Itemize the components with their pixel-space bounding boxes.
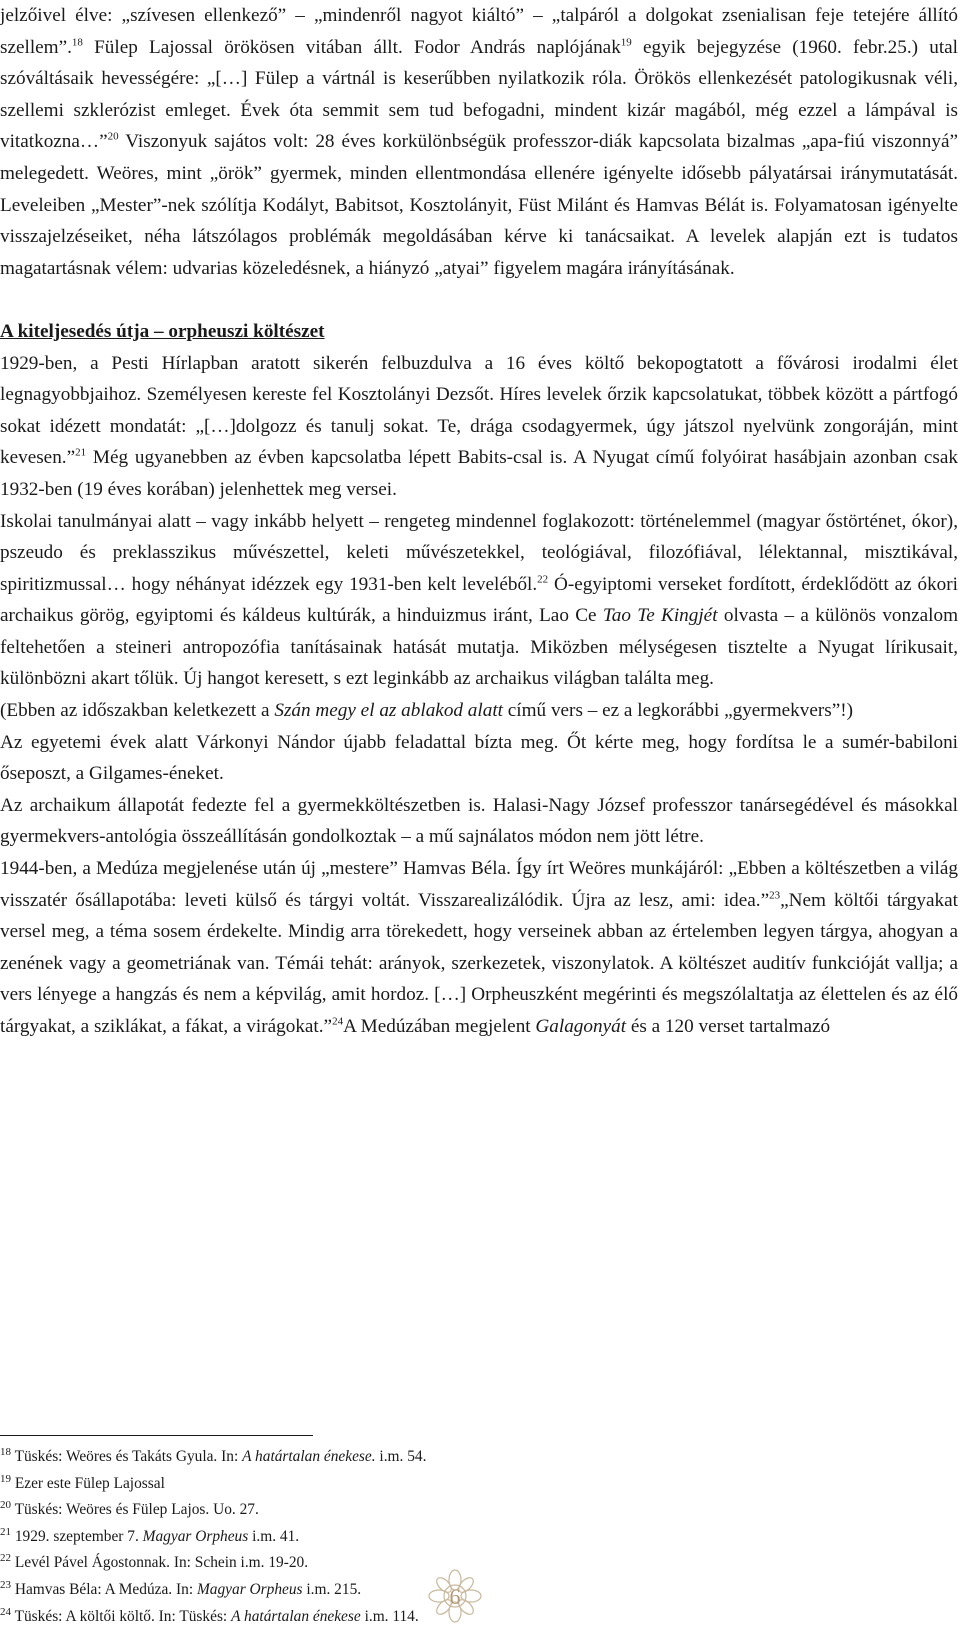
footnote-text: Levél Pável Ágostonnak. In: Schein i.m. 19-20. xyxy=(14,1554,309,1572)
text-run: és a 120 verset tartalmazó xyxy=(626,1016,831,1037)
text-run: A Medúzában megjelent xyxy=(343,1016,536,1037)
paragraph xyxy=(0,506,958,696)
footnote-number: 19 xyxy=(0,1472,11,1485)
page-number: 6 xyxy=(449,1584,461,1609)
footnote-text: i.m. 54. xyxy=(375,1448,427,1465)
footnote-ref[interactable]: 18 xyxy=(71,36,83,49)
footnote-text: Hamvas Béla: A Medúza. In: xyxy=(14,1580,197,1598)
text-run: Fülep Lajossal örökösen vitában állt. Fodor András naplójának xyxy=(82,36,621,58)
paragraph xyxy=(0,348,958,506)
footnote-number: 18 xyxy=(0,1445,11,1458)
footnote-ref[interactable]: 19 xyxy=(620,36,632,49)
footnote-number: 20 xyxy=(0,1499,11,1512)
text-run: (Ebben az időszakban keletkezett a xyxy=(0,700,275,722)
footnote-separator xyxy=(0,1435,313,1436)
section-heading: A kiteljesedés útja – orpheuszi költészet xyxy=(0,320,325,342)
page-number-badge xyxy=(427,1568,483,1624)
text-run: jelzőivel élve: „szívesen ellenkező” – „mindenről nagyot kiáltó” – „talpáról a dolgokat zsenialisan feje tetejére állító szellem”. xyxy=(0,5,958,58)
text-run: Viszonyuk sajátos volt: 28 éves korkülönbségük professzor-diák kapcsolata bizalmas „apa-fiú viszonnyá” melegedett. Weöres, mint „örök” gyermek, minden ellentmondása ellenére igényelte idősebb pályatársai iránymutatását. Leveleiben „Mester”-nek szólítja Kodályt, Babitsot, Kosztolányit, Füst Milánt és Hamvas Bélát is. Folyamatosan igényelte visszajelzéseiket, néha látszólagos problémák megoldásában kérve ki tanácsaikat. A levelek alapján ezt is tudatos magatartásnak vélem: udvarias közeledésnek, a hiányzó „atyai” figyelem magára irányításának. xyxy=(0,131,958,279)
footnote xyxy=(0,1444,958,1471)
text-run: „Nem költői tárgyakat versel meg, a téma sosem érdekelte. Mindig arra törekedett, hogy verseinek abban az értelemben legyen tárgya, ahogyan a zenének vagy a geometriának van. Témái tehát: arányok, szerkezetek, viszonylatok. A költészet auditív funkcióját vallja; a vers lényege a hangzás és nem a képvilág, amit hordoz. […] Orpheuszként megérinti és megszólaltatja az élettelen és az élő tárgyakat, a sziklákat, a fákat, a virágokat.” xyxy=(0,889,958,1037)
italic-title: Galagonyát xyxy=(535,1016,627,1037)
footnote-italic: Magyar Orpheus xyxy=(196,1580,303,1598)
paragraph: Az egyetemi évek alatt Várkonyi Nándor újabb feladattal bízta meg. Őt kérte meg, hogy fordítsa le a sumér-babiloni őseposzt, a Gilgames-éneket. xyxy=(0,731,958,785)
text-run: című vers – ez a legkorábbi „gyermekvers”!) xyxy=(502,700,853,722)
paragraph xyxy=(0,0,958,284)
footnote-text: 1929. szeptember 7. xyxy=(14,1527,143,1545)
text-run: 1929-ben, a Pesti Hírlapban aratott sikerén felbuzdulva a 16 éves költő bekopogtatott a fővárosi irodalmi élet legnagyobbjaihoz. Személyesen kereste fel Kosztolányi Dezsőt. Híres levelek őrzik kapcsolatukat, többek között a pártfogó sokat idézett mondatát: „[…]dolgozz és tanulj sokat. Te, drága csodagyermek, úgy játszol nyelvünk zongoráján, mint kevesen.” xyxy=(0,352,958,469)
footnote-text: Tüskés: A költői költő. In: Tüskés: xyxy=(14,1607,232,1625)
italic-title: Szán megy el az ablakod alatt xyxy=(274,700,503,722)
footnote-text: i.m. 215. xyxy=(302,1580,362,1598)
footnote-ref[interactable]: 21 xyxy=(75,446,87,459)
footnote-italic: A határtalan énekese. xyxy=(242,1448,376,1465)
footnote-italic: Magyar Orpheus xyxy=(142,1527,249,1545)
footnote-text: i.m. 114. xyxy=(360,1607,419,1625)
text-run: 1944-ben, a Medúza megjelenése után új „mestere” Hamvas Béla. Így írt Weöres munkájáról: „Ebben a költészetben a világ visszatér ősállapotába: leveti külső és tárgyi voltát. Visszarealizálódik. Újra az lesz, ami: idea.” xyxy=(0,858,958,911)
footnote-number: 23 xyxy=(0,1578,11,1591)
footnote-text: Tüskés: Weöres és Fülep Lajos. Uo. 27. xyxy=(14,1501,259,1519)
italic-title: Tao Te Kingjét xyxy=(602,605,718,627)
text-run: olvasta – a különös vonzalom feltehetően a steineri antropozófia tanításainak hatását mutatja. Miközben mélységesen tisztelte a Nyugat lírikusait, különbözni akart tőlük. Új hangot keresett, s ezt leginkább az archaikus világban találta meg. xyxy=(0,605,959,690)
paragraph: Az archaikum állapotát fedezte fel a gyermekköltészetben is. Halasi-Nagy József professzor tanársegédével és másokkal gyermekvers-antológia összeállításán gondolkoztak – a mű sajnálatos módon nem jött létre. xyxy=(0,794,958,848)
paragraph xyxy=(0,853,958,1043)
footnote-italic: A határtalan énekese xyxy=(231,1607,361,1625)
text-run: Még ugyanebben az évben kapcsolatba lépett Babits-csal is. A Nyugat című folyóirat hasábjain azonban csak 1932-ben (19 éves korában) jelenhettek meg versei. xyxy=(0,447,958,500)
footnote-ref[interactable]: 24 xyxy=(332,1015,344,1028)
footnote-text: Tüskés: Weöres és Takáts Gyula. In: xyxy=(14,1448,243,1465)
footnote-text: Ezer este Fülep Lajossal xyxy=(14,1474,165,1492)
paragraph xyxy=(0,695,958,727)
text-run: Ó-egyiptomi verseket fordított, érdeklődött az ókori archaikus görög, egyiptomi és káldeus kultúrák, a hinduizmus iránt, Lao Ce xyxy=(0,573,958,627)
footnote xyxy=(0,1497,958,1524)
footnote xyxy=(0,1524,958,1551)
footnote-text: i.m. 41. xyxy=(248,1527,300,1545)
paragraph-gap xyxy=(0,284,958,316)
footnote xyxy=(0,1471,958,1498)
footnote-number: 21 xyxy=(0,1525,11,1538)
footnote-ref[interactable]: 22 xyxy=(537,573,549,586)
footnote-number: 22 xyxy=(0,1552,11,1565)
text-run: egyik bejegyzése (1960. febr.25.) utal szóváltásaik hevességére: „[…] Fülep a vártnál is keserűbben nyilatkozik róla. Örökös ellenkezését patologikusnak véli, szellemi szklerózist emleget. Évek óta semmit sem tud befogadni, mindent kizár magából, még ezzel a lámpával is vitatkozna…” xyxy=(0,36,958,153)
footnote-number: 24 xyxy=(0,1605,11,1618)
footnote-ref[interactable]: 20 xyxy=(107,130,119,143)
footnote-ref[interactable]: 23 xyxy=(769,889,781,902)
text-run: Iskolai tanulmányai alatt – vagy inkább helyett – rengeteg mindennel foglakozott: történelemmel (magyar őstörténet, ókor), pszeudo és preklasszikus művészettel, keleti művészetekkel, teológiával, filozófiával, lélektannal, misztikával, spiritizmussal… hogy néhányat idézzek egy 1931-ben kelt leveléből. xyxy=(0,510,958,595)
